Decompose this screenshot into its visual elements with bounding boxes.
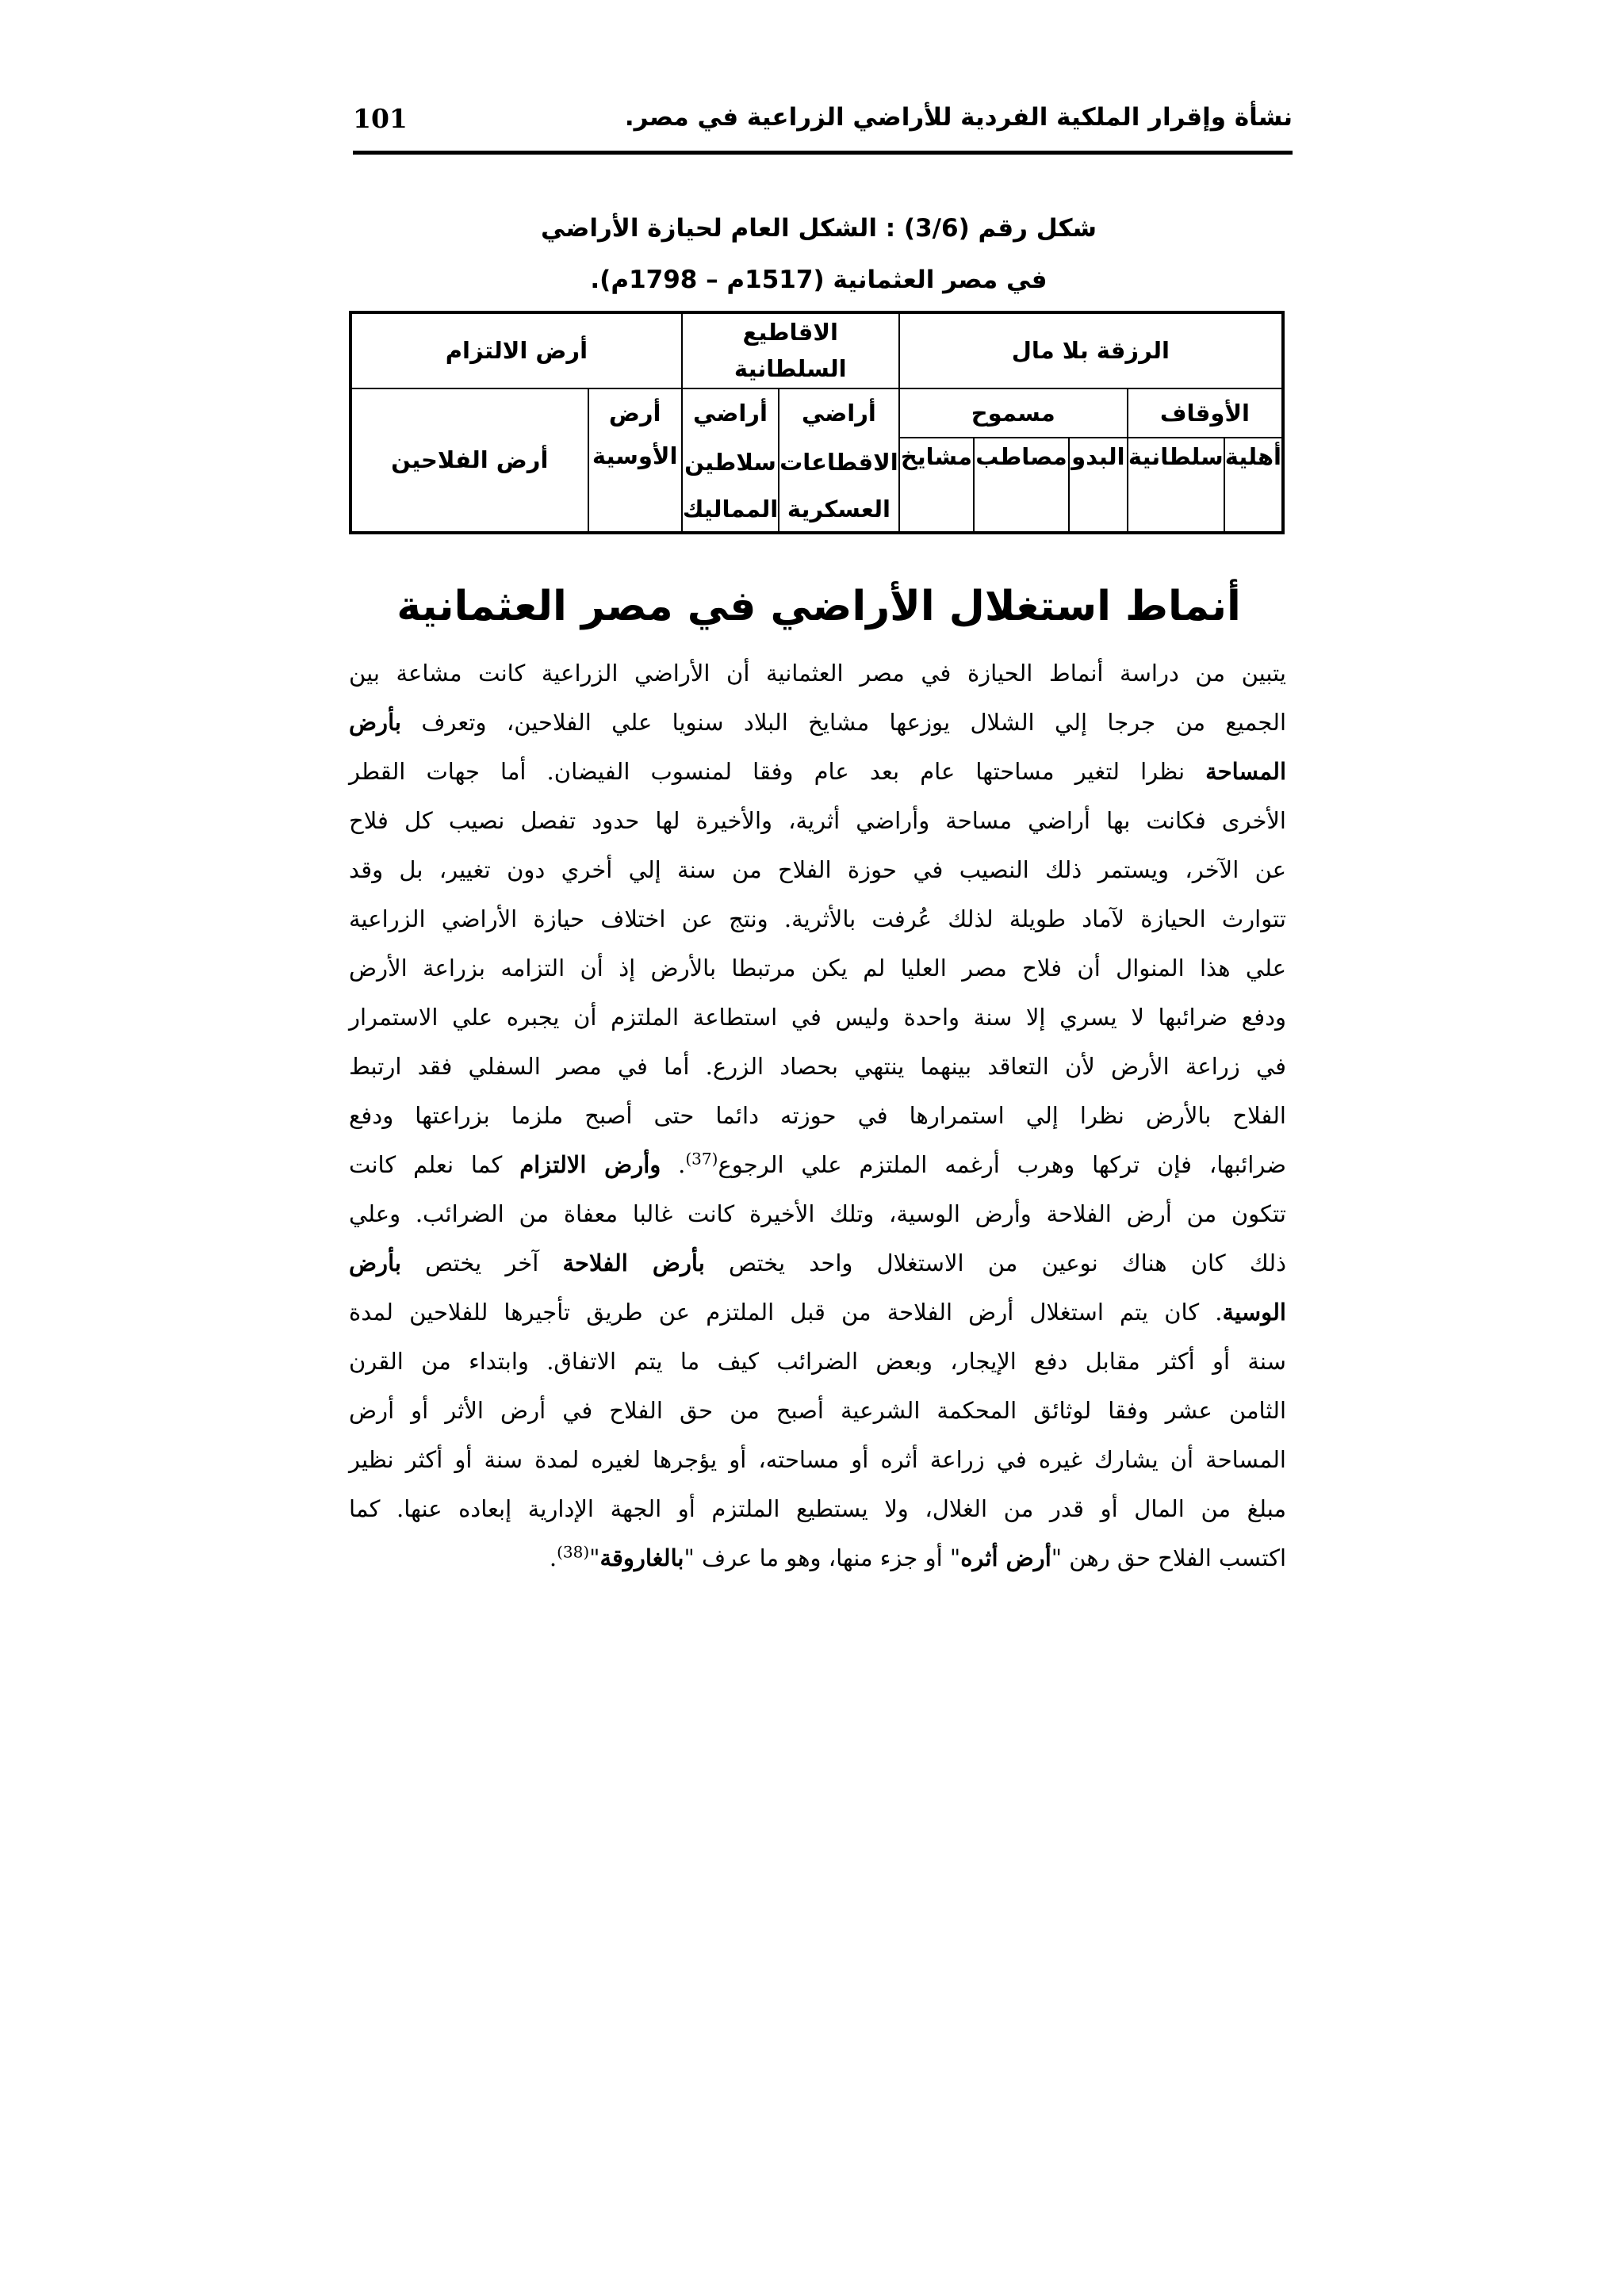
paragraph-line: سنة أو أكثر مقابل دفع الإيجار، وبعض الضرائب كيف ما يتم الاتفاق. وابتداء من القرن [349,1348,1286,1375]
table-cell-rizqa: الرزقة بلا مال [899,312,1283,388]
table-cell-aradi-2: أراضي [682,388,779,438]
paragraph-line: عن الآخر، ويستمر ذلك النصيب في حوزة الفلاح من سنة إلي أخري دون تغيير، بل وقد [349,856,1286,883]
running-header-title: نشأة وإقرار الملكية الفردية للأراضي الزراعية في مصر. [624,103,1293,132]
table-cell-masatib: مصاطب [974,438,1069,533]
land-holding-table [349,311,1285,534]
paragraph-line: تتوارث الحيازة لآماد طويلة لذلك عُرفت بالأثرية. ونتج عن اختلاف حيازة الأراضي الزراعية [349,905,1286,932]
table-cell-mamalik: المماليك [682,487,779,533]
paragraph-line: يتبين من دراسة أنماط الحيازة في مصر العثمانية أن الأراضي الزراعية كانت مشاعة بين [349,660,1286,687]
running-header [353,103,1293,152]
table-cell-sultaniya: سلطانية [1128,438,1224,533]
bold-term: الوسية [1222,1299,1286,1326]
table-cell-sultanic-fiefs: الاقاطيع السلطانية [682,312,899,388]
figure-caption-line-2: في مصر العثمانية (1517م – 1798م). [590,266,1048,294]
table-cell-salatin: سلاطين [682,438,779,487]
table-cell-iltizam-land: أرض الالتزام [350,312,682,388]
bold-term: بأرض الفلاحة [562,1249,705,1276]
paragraph-line: المساحة نظرا لتغير مساحتها عام بعد عام وفقا لمنسوب الفيضان. أما جهات القطر [349,758,1286,785]
paragraph-line: المساحة أن يشارك غيره في زراعة أثره أو مساحته، أو يؤجرها لغيره لمدة سنة أو أكثر نظير [349,1446,1286,1473]
table-cell-mashayikh: مشايخ [899,438,975,533]
paragraph-line: الفلاح بالأرض نظرا إلي استمرارها في حوزته دائما حتى أصبح ملزما بزراعتها ودفع [349,1102,1286,1129]
paragraph-line: الجميع من جرجا إلي الشلال يوزعها مشايخ البلاد سنويا علي الفلاحين، وتعرف بأرض [349,709,1286,736]
table-cell-ahliya: أهلية [1224,438,1283,533]
bold-term: أرض أثره [960,1544,1051,1571]
paragraph-line: علي هذا المنوال أن فلاح مصر العليا لم يكن مرتبطا بالأرض إذ أن التزامه بزراعة الأرض [349,955,1286,982]
page-number: 101 [353,103,408,134]
table-cell-awqaf: الأوقاف [1128,388,1283,438]
paragraph-line: ضرائبها، فإن تركها وهرب أرغمه الملتزم علي الرجوع$^{(37)}$. وأرض الالتزام كما نعلم كانت [349,1149,1286,1178]
bold-term: بأرض [349,709,401,736]
paragraph-line: الأخرى فكانت بها أراضي مساحة وأراضي أثرية، والأخيرة لها حدود تفصل نصيب كل فلاح [349,807,1286,834]
figure-caption-line-1: شكل رقم (3/6) : الشكل العام لحيازة الأراضي [541,214,1097,243]
bold-term: بأرض [349,1249,401,1276]
header-rule [353,151,1293,155]
footnote-ref: (37) [685,1149,718,1169]
paragraph-line: مبلغ من المال أو قدر من الغلال، ولا يستطيع الملتزم أو الجهة الإدارية إبعاده عنها. كما [349,1495,1286,1522]
paragraph-line: ذلك كان هناك نوعين من الاستغلال واحد يختص بأرض الفلاحة آخر يختص بأرض [349,1249,1286,1276]
paragraph-line: الثامن عشر وفقا لوثائق المحكمة الشرعية أصبح من حق الفلاح في أرض الأثر أو أرض [349,1397,1286,1424]
paragraph-line: الوسية. كان يتم استغلال أرض الفلاحة من قبل الملتزم عن طريق تأجيرها للفلاحين لمدة [349,1299,1286,1326]
table-cell-bedouin: البدو [1069,438,1128,533]
section-title: أنماط استغلال الأراضي في مصر العثمانية [396,583,1241,630]
table-cell-awsiya: الأوسية [588,438,682,533]
table-cell-ard: أرض [588,388,682,438]
footnote-ref: (38) [557,1542,590,1562]
table-cell-aradi-1: أراضي [779,388,899,438]
paragraph-line: في زراعة الأرض لأن التعاقد بينهما ينتهي بحصاد الزرع. أما في مصر السفلي فقد ارتبط [349,1053,1286,1080]
paragraph-line: اكتسب الفلاح حق رهن "أرض أثره" أو جزء منها، وهو ما عرف "بالغاروقة"$^{(38)}$. [549,1542,1286,1571]
table-cell-masmuh: مسموح [899,388,1128,438]
bold-term: المساحة [1205,758,1286,785]
body-paragraph [349,649,1286,1582]
bold-term: وأرض الالتزام [519,1151,661,1178]
table-cell-iqtaat: الاقطاعات [779,438,899,487]
table-cell-fallahin-land: أرض الفلاحين [350,388,588,533]
table-cell-askariya: العسكرية [779,487,899,533]
paragraph-line: ودفع ضرائبها لا يسري إلا سنة واحدة وليس في استطاعة الملتزم أن يجبره علي الاستمرار [349,1004,1286,1031]
paragraph-line: تتكون من أرض الفلاحة وأرض الوسية، وتلك الأخيرة كانت غالبا معفاة من الضرائب. وعلي [349,1200,1286,1227]
bold-term: بالغاروقة [599,1544,684,1571]
